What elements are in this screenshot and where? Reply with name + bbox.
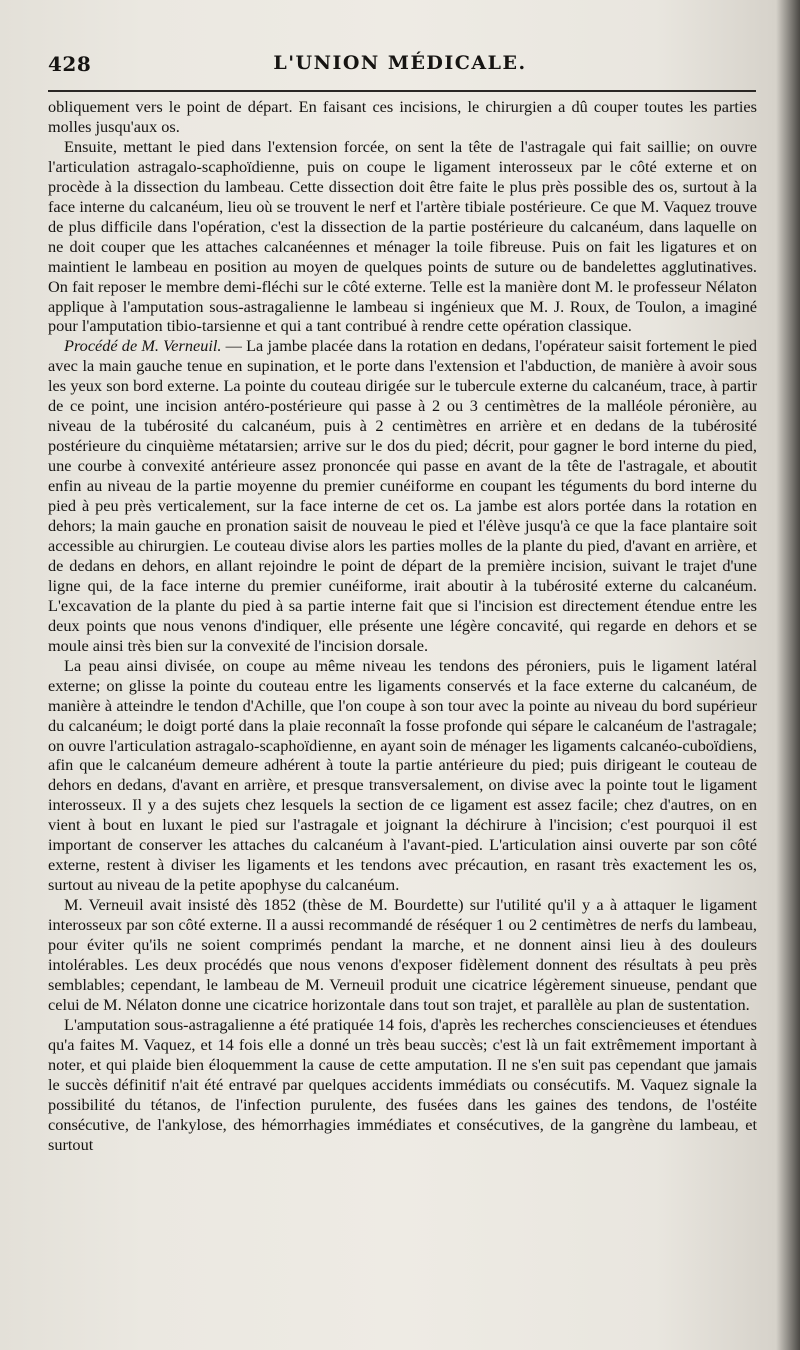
paragraph-text: La peau ainsi divisée, on coupe au même niveau les tendons des péroniers, puis le ligament latéral externe; on glisse la pointe du couteau entre les ligaments conservés et la face externe du calcanéum, de manière à atteindre le tendon d'Achille, que l'on coupe à son tour avec la pointe au niveau du bord supérieur du calcanéum; le doigt porté dans la plaie reconnaît la fosse profonde qui sépare le calcanéum de l'astragale; on ouvre l'articulation astragalo-scaphoïdienne, en ayant soin de ménager les ligaments calcanéo-cuboïdiens, afin que le calcanéum demeure adhérent à toute la partie antérieure du pied; puis dirigeant le couteau de dehors en dedans, d'avant en arrière, et presque transversalement, on divise avec la pointe tout le ligament interosseux. Il y a des sujets chez lesquels la section de ce ligament est assez facile; chez d'autres, on en vient à bout en luxant le pied sur l'astragale et joignant la déchirure à l'incision; c'est pourquoi il est important de conserver les attaches du calcanéum à l'avant-pied. L'articulation ainsi ouverte par son côté externe, restent à diviser les ligaments et les tendons avec précaution, en rasant très exactement les os, surtout au niveau de la petite apophyse du calcanéum.	[48, 655, 757, 895]
running-title: L'UNION MÉDICALE.	[273, 52, 527, 74]
procedure-heading: Procédé de M. Verneuil.	[64, 336, 222, 356]
paragraph	[48, 895, 757, 1015]
paragraph	[48, 137, 757, 337]
paragraph-text: — La jambe placée dans la rotation en dedans, l'opérateur saisit fortement le pied avec la main gauche tenue en supination, et le porte dans l'extension et l'abduction, de manière à avoir sous les yeux son bord externe. La pointe du couteau dirigée sur le tubercule externe du calcanéum, trace, à partir de ce point, une incision antéro-postérieure qui passe à 2 ou 3 centimètres de la malléole péronière, au niveau de la tubérosité du calcanéum, puis à 2 centimètres en arrière et en dedans de la tubérosité postérieure du cinquième métatarsien; arrive sur le dos du pied; décrit, pour gagner le bord interne du pied, une courbe à convexité antérieure assez prononcée qui passe en avant de la tête de l'astragale, et aboutit enfin au niveau de la partie moyenne du premier cunéiforme en coupant les téguments du bord interne du pied à peu près verticalement, sur la face interne de cet os. La jambe est alors portée dans la rotation en dehors; la main gauche en pronation saisit de nouveau le pied et l'élève jusqu'à ce que la face plantaire soit accessible au chirurgien. Le couteau divise alors les parties molles de la plante du pied, d'avant en arrière, et de dedans en dehors, en allant rejoindre le point de départ de la première incision, suivant le trajet d'une ligne qui, de la face interne du premier cunéiforme, irait aboutir à la tubérosité externe du calcanéum. L'excavation de la plante du pied à sa partie interne fait que si l'incision est directement étendue entre les deux points que nous venons d'indiquer, elle présente une légère concavité, qui regarde en dehors et se moule ainsi très bien sur la convexité de l'incision dorsale.	[48, 336, 757, 655]
body-text	[48, 97, 757, 1155]
page-number: 428	[48, 52, 92, 76]
paragraph	[48, 336, 757, 655]
paragraph	[48, 656, 757, 895]
page-header	[48, 52, 752, 82]
paragraph-text: Ensuite, mettant le pied dans l'extension forcée, on sent la tête de l'astragale qui fait saillie; on ouvre l'articulation astragalo-scaphoïdienne, puis on coupe le ligament interosseux par le côté externe et on procède à la dissection du lambeau. Cette dissection doit être faite le plus près possible des os, surtout à la face interne du calcanéum, lieu où se trouvent le nerf et l'artère tibiale postérieure. Ce que M. Vaquez trouve de plus difficile dans l'opération, c'est la dissection de la partie postérieure du calcanéum, dans laquelle on ne doit couper que les attaches calcanéennes et ménager la toile fibreuse. Puis on fait les ligatures et on maintient le lambeau en position au moyen de quelques points de suture ou de bandelettes agglutinatives. On fait reposer le membre demi-fléchi sur le côté externe. Telle est la manière dont M. le professeur Nélaton applique à l'amputation sous-astragalienne le lambeau si ingénieux que M. J. Roux, de Toulon, a imaginé pour l'amputation tibio-tarsienne et qui a tant contribué à rendre cette opération classique.	[48, 136, 757, 336]
paragraph-text: M. Verneuil avait insisté dès 1852 (thèse de M. Bourdette) sur l'utilité qu'il y a à attaquer le ligament interosseux par son côté externe. Il a aussi recommandé de réséquer 1 ou 2 centimètres de nerfs du lambeau, pour éviter qu'ils ne soient comprimés pendant la marche, et ne donnent ainsi lieu à des douleurs intolérables. Les deux procédés que nous venons d'exposer fidèlement donnent des résultats à peu près semblables; cependant, le lambeau de M. Verneuil produit une cicatrice légèrement sinueuse, pendant que celui de M. Nélaton donne une cicatrice horizontale dans tout son trajet, et parallèle au plan de sustentation.	[48, 895, 757, 1014]
paragraph-text: obliquement vers le point de départ. En faisant ces incisions, le chirurgien a dû couper toutes les parties molles jusqu'aux os.	[48, 97, 757, 136]
paragraph-text: L'amputation sous-astragalienne a été pratiquée 14 fois, d'après les recherches consciencieuses et étendues qu'a faites M. Vaquez, et 14 fois elle a donné un très beau succès; c'est là un fait extrêmement important à noter, et qui plaide bien éloquemment la cause de cette amputation. Il ne s'en suit pas cependant que jamais le succès définitif n'ait été entravé par quelques accidents immédiats ou consécutifs. M. Vaquez signale la possibilité du tétanos, de l'infection purulente, des fusées dans les gaines des tendons, de l'ostéite consécutive, de l'ankylose, des hémorrhagies immédiates et consécutives, de la gangrène du lambeau, et surtout	[48, 1014, 757, 1154]
paragraph	[48, 1015, 757, 1155]
paragraph	[48, 97, 757, 137]
header-rule	[48, 90, 756, 92]
